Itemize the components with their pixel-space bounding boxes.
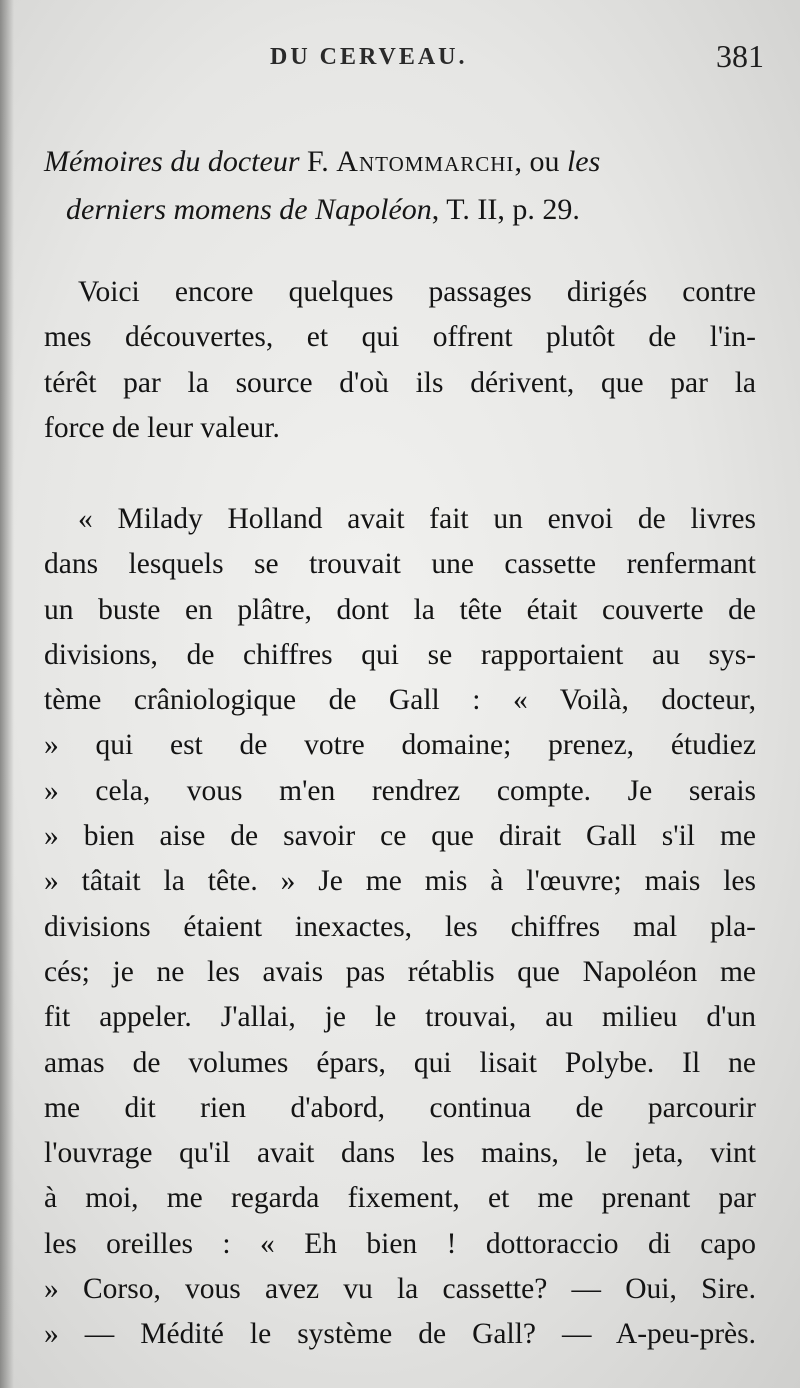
paragraph-line: cés; je ne les avais pas rétablis que Napoléon me — [44, 955, 756, 988]
citation-subtitle: derniers momens de Napoléon — [66, 193, 432, 226]
paragraph-line: » bien aise de savoir ce que dirait Gall s'il me — [44, 820, 756, 853]
citation-author: Antommarchi — [336, 145, 515, 178]
citation-title-part: les — [566, 145, 601, 178]
paragraph-line: tème crâniologique de Gall : « Voilà, docteur, — [44, 684, 756, 717]
paragraph-line: dans lesquels se trouvait une cassette renfermant — [44, 548, 756, 581]
paragraph-line: force de leur valeur. — [44, 411, 280, 444]
paragraph-line: » qui est de votre domaine; prenez, étudiez — [44, 729, 756, 762]
paragraph-line: térêt par la source d'où ils dérivent, que par la — [44, 366, 756, 399]
paragraph-2 — [44, 497, 756, 1358]
paragraph-line: » — Médité le système de Gall? — A-peu-près. — [44, 1318, 756, 1351]
paragraph-line: amas de volumes épars, qui lisait Polybe. Il ne — [44, 1046, 756, 1079]
citation-connector: , ou — [514, 145, 560, 178]
paragraph-line: divisions étaient inexactes, les chiffres mal pla- — [44, 910, 756, 943]
paragraph-line: divisions, de chiffres qui se rapportaient au sys- — [44, 638, 756, 671]
citation-line-2 — [44, 186, 764, 234]
paragraph-line: un buste en plâtre, dont la tête était couverte de — [44, 593, 756, 626]
paragraph-line: » cela, vous m'en rendrez compte. Je serais — [44, 774, 756, 807]
paragraph-line: me dit rien d'abord, continua de parcourir — [44, 1091, 756, 1124]
paragraph-line: mes découvertes, et qui offrent plutôt de l'in- — [44, 321, 756, 354]
citation-author-initial: F. — [307, 145, 329, 178]
paragraph-line: fit appeler. J'allai, je le trouvai, au milieu d'un — [44, 1001, 756, 1034]
paragraph-line: « Milady Holland avait fait un envoi de livres — [78, 503, 756, 535]
paragraph-line: les oreilles : « Eh bien ! dottoraccio di capo — [44, 1227, 756, 1260]
citation-volume: , T. II, p. 29. — [431, 193, 580, 226]
paragraph-line: Voici encore quelques passages dirigés contre — [78, 276, 756, 308]
paragraph-1 — [44, 270, 756, 451]
page-number: 381 — [716, 38, 764, 74]
page-gutter-shadow — [0, 0, 14, 1388]
paragraph-line: » tâtait la tête. » Je me mis à l'œuvre; mais les — [44, 865, 756, 898]
citation-title: Mémoires du docteur — [44, 145, 300, 178]
paragraph-line: à moi, me regarda fixement, et me prenant par — [44, 1182, 756, 1215]
paragraph-line: l'ouvrage qu'il avait dans les mains, le jeta, vint — [44, 1137, 756, 1170]
running-head: DU CERVEAU. — [270, 44, 468, 70]
paragraph-line: » Corso, vous avez vu la cassette? — Oui, Sire. — [44, 1273, 756, 1306]
citation-block — [44, 138, 764, 234]
